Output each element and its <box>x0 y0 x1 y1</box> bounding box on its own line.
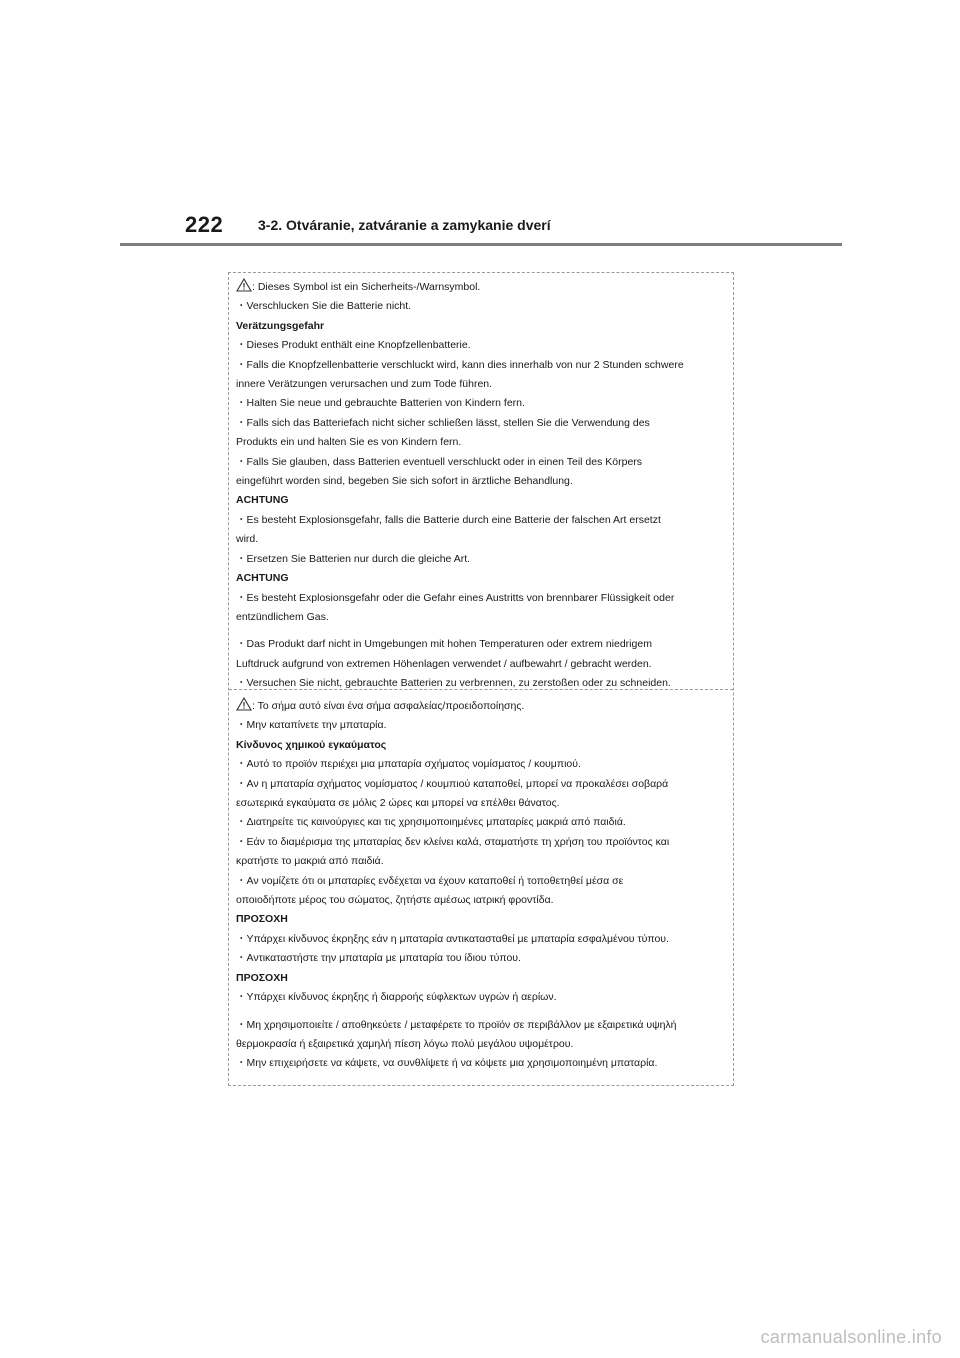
warning-heading <box>236 969 727 988</box>
warning-line-text: κρατήστε το μακριά από παιδιά. <box>236 855 384 868</box>
warning-line <box>236 635 727 654</box>
warning-line <box>236 433 727 452</box>
warning-line-text: ・Αντικαταστήστε την μπαταρία με μπαταρία του ίδιου τύπου. <box>236 952 521 965</box>
warning-line-text: ΠΡΟΣΟΧΗ <box>236 913 288 926</box>
warning-line <box>236 472 727 491</box>
warning-line-text: ・Halten Sie neue und gebrauchte Batterien von Kindern fern. <box>236 397 525 410</box>
warning-line-text: ・Falls Sie glauben, dass Batterien eventuell verschluckt oder in einen Teil des Körpers <box>236 455 643 468</box>
warning-line-text: : Το σήμα αυτό είναι ένα σήμα ασφαλείας/προειδοποίησης. <box>252 700 525 712</box>
warning-section-german <box>236 278 727 694</box>
warning-line <box>236 589 727 608</box>
warning-line <box>236 755 727 774</box>
warning-line <box>236 297 727 316</box>
warning-line-text: ・Das Produkt darf nicht in Umgebungen mit hohen Temperaturen oder extrem niedrigem <box>236 638 652 651</box>
warning-line <box>236 1035 727 1054</box>
warning-line-text: ・Dieses Produkt enthält eine Knopfzellenbatterie. <box>236 339 471 352</box>
warning-triangle-icon <box>236 278 252 292</box>
warning-line-text: ・Ersetzen Sie Batterien nur durch die gleiche Art. <box>236 552 471 565</box>
warning-line <box>236 988 727 1007</box>
warning-line-text: ACHTUNG <box>236 572 289 585</box>
watermark: carmanualsonline.info <box>760 1327 942 1347</box>
warning-line <box>236 794 727 813</box>
header-rule <box>120 243 842 246</box>
warning-heading <box>236 910 727 929</box>
warning-triangle-icon <box>236 697 252 711</box>
section-divider <box>229 689 733 690</box>
warning-line-text: ・Αν η μπαταρία σχήματος νομίσματος / κουμπιού καταποθεί, μπορεί να προκαλέσει σοβαρά <box>236 777 669 790</box>
warning-line <box>236 530 727 549</box>
warning-line <box>236 278 727 297</box>
warning-line-text: Luftdruck aufgrund von extremen Höhenlagen verwendet / aufbewahrt / gebracht werden. <box>236 657 652 670</box>
warning-line <box>236 375 727 394</box>
warning-line <box>236 949 727 968</box>
warning-line-text: ・Versuchen Sie nicht, gebrauchte Batterien zu verbrennen, zu zerstoßen oder zu schneiden. <box>236 677 671 690</box>
warning-line-text: ・Μη χρησιμοποιείτε / αποθηκεύετε / μεταφέρετε το προϊόν σε περιβάλλον με εξαιρετικά υψηλή <box>236 1018 677 1031</box>
warning-line <box>236 674 727 693</box>
warning-line <box>236 697 727 716</box>
warning-line-text: ・Αν νομίζετε ότι οι μπαταρίες ενδέχεται να έχουν καταποθεί ή τοποθετηθεί μέσα σε <box>236 874 624 887</box>
warning-line-text: ・Υπάρχει κίνδυνος έκρηξης ή διαρροής εύφλεκτων υγρών ή αερίων. <box>236 991 557 1004</box>
page-number: 222 <box>185 212 224 237</box>
warning-line <box>236 394 727 413</box>
warning-heading <box>236 317 727 336</box>
section-title: 3-2. Otváranie, zatváranie a zamykanie dverí <box>258 217 551 233</box>
warning-line-text: Verätzungsgefahr <box>236 319 325 332</box>
warning-heading <box>236 736 727 755</box>
warning-line-text: innere Verätzungen verursachen und zum Tode führen. <box>236 378 493 391</box>
warning-line <box>236 511 727 530</box>
warning-line <box>236 833 727 852</box>
warning-line-text: ・Es besteht Explosionsgefahr, falls die Batterie durch eine Batterie der falschen Art ersetzt <box>236 513 661 526</box>
warning-line-text: Κίνδυνος χημικού εγκαύματος <box>236 738 387 751</box>
warning-line-text: οποιοδήποτε μέρος του σώματος, ζητήστε αμέσως ιατρική φροντίδα. <box>236 894 554 907</box>
warning-heading <box>236 491 727 510</box>
warning-line-text: ・Μην καταπίνετε την μπαταρία. <box>236 719 387 732</box>
warning-line-text: ΠΡΟΣΟΧΗ <box>236 971 288 984</box>
warning-line <box>236 414 727 433</box>
warning-line <box>236 608 727 627</box>
warning-line <box>236 356 727 375</box>
warning-line <box>236 872 727 891</box>
warning-line <box>236 655 727 674</box>
warning-line-text: θερμοκρασία ή εξαιρετικά χαμηλή πίεση λόγω πολύ μεγάλου υψομέτρου. <box>236 1037 574 1050</box>
warning-line <box>236 716 727 735</box>
warning-line-text: ・Falls die Knopfzellenbatterie verschluckt wird, kann dies innerhalb von nur 2 Stunden schwere <box>236 358 684 371</box>
warning-line-text: Produkts ein und halten Sie es von Kindern fern. <box>236 436 462 449</box>
warning-line-text: ・Falls sich das Batteriefach nicht sicher schließen lässt, stellen Sie die Verwendung des <box>236 416 650 429</box>
warning-line <box>236 852 727 871</box>
warning-line <box>236 336 727 355</box>
warning-line-text: ・Διατηρείτε τις καινούργιες και τις χρησιμοποιημένες μπαταρίες μακριά από παιδιά. <box>236 816 626 829</box>
warning-line <box>236 1054 727 1073</box>
warning-line <box>236 813 727 832</box>
warning-line-text: ・Αυτό το προϊόν περιέχει μια μπαταρία σχήματος νομίσματος / κουμπιού. <box>236 758 581 771</box>
warning-line-text: wird. <box>236 533 259 546</box>
warning-line <box>236 891 727 910</box>
warning-line-text: : Dieses Symbol ist ein Sicherheits-/Warnsymbol. <box>252 281 481 293</box>
warning-line <box>236 550 727 569</box>
warning-line <box>236 453 727 472</box>
warning-line <box>236 930 727 949</box>
warning-line-text: εσωτερικά εγκαύματα σε μόλις 2 ώρες και μπορεί να επέλθει θάνατος. <box>236 797 560 810</box>
warning-line-text: ・Υπάρχει κίνδυνος έκρηξης εάν η μπαταρία αντικατασταθεί με μπαταρία εσφαλμένου τύπου. <box>236 932 669 945</box>
warning-line-text: ACHTUNG <box>236 494 289 507</box>
warning-heading <box>236 569 727 588</box>
warning-line-text: ・Es besteht Explosionsgefahr oder die Gefahr eines Austritts von brennbarer Flüssigkeit oder <box>236 591 675 604</box>
warning-line-text: eingeführt worden sind, begeben Sie sich sofort in ärztliche Behandlung. <box>236 475 573 488</box>
battery-warning-box <box>228 272 734 1086</box>
warning-line-text: entzündlichem Gas. <box>236 610 329 623</box>
warning-line-text: ・Verschlucken Sie die Batterie nicht. <box>236 300 412 313</box>
warning-line <box>236 775 727 794</box>
warning-line-text: ・Εάν το διαμέρισμα της μπαταρίας δεν κλείνει καλά, σταματήστε τη χρήση του προϊόντος και <box>236 835 670 848</box>
warning-section-greek <box>236 697 727 1074</box>
warning-line-text: ・Μην επιχειρήσετε να κάψετε, να συνθλίψετε ή να κόψετε μια χρησιμοποιημένη μπαταρία. <box>236 1057 658 1070</box>
warning-line <box>236 1016 727 1035</box>
